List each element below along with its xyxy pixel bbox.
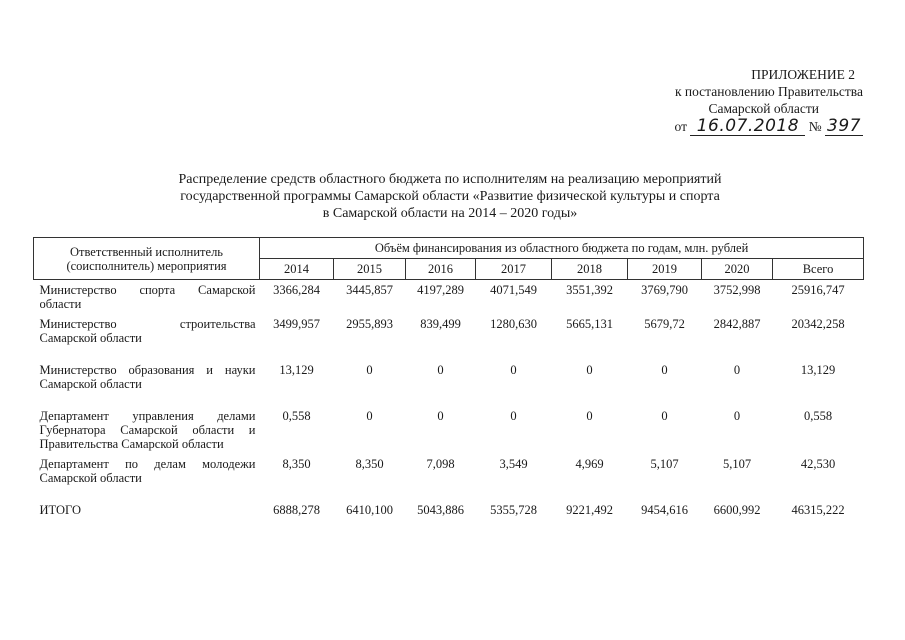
total-cell: 5355,728 bbox=[490, 503, 537, 517]
header-executor: Ответственный исполнитель (соисполнитель) мероприятия bbox=[34, 238, 260, 280]
executor-name: Департамент управления делами Губернатора Самарской области и Правительства Самарской области bbox=[39, 409, 256, 451]
appendix-title: ПРИЛОЖЕНИЕ 2 bbox=[751, 67, 855, 82]
grand-total-cell: 46315,222 bbox=[791, 503, 845, 517]
table-cell: 2955,893 bbox=[346, 317, 393, 331]
title-line-1: Распределение средств областного бюджета по исполнителям на реализацию мероприятий bbox=[178, 172, 722, 187]
year-header: 2017 bbox=[476, 259, 552, 280]
table-cell: 0 bbox=[437, 409, 444, 423]
executor-name: Департамент по делам молодежи Самарской области bbox=[39, 457, 256, 485]
total-cell: 6888,278 bbox=[273, 503, 320, 517]
table-header-row bbox=[34, 238, 864, 259]
table-cell: 1280,630 bbox=[490, 317, 537, 331]
table-cell: 3752,998 bbox=[713, 283, 761, 297]
budget-table bbox=[33, 237, 864, 532]
table-row bbox=[34, 314, 864, 360]
table-row bbox=[34, 280, 864, 315]
appendix-date-line bbox=[675, 118, 864, 136]
table-cell: 5665,131 bbox=[566, 317, 613, 331]
table-cell: 0 bbox=[733, 409, 741, 423]
table-cell: 3499,957 bbox=[273, 317, 320, 331]
table-cell: 5679,72 bbox=[644, 317, 685, 331]
table-cell: 13,129 bbox=[279, 363, 314, 377]
table-cell: 2842,887 bbox=[713, 317, 761, 331]
appendix-block bbox=[675, 66, 864, 136]
table-cell: 0 bbox=[510, 363, 517, 377]
table-cell: 0 bbox=[366, 363, 373, 377]
total-cell: 9454,616 bbox=[641, 503, 688, 517]
table-cell: 3,549 bbox=[499, 457, 528, 471]
table-cell: 0 bbox=[366, 409, 373, 423]
table-cell: 0 bbox=[733, 363, 741, 377]
table-cell: 0 bbox=[586, 363, 593, 377]
table-cell: 8,350 bbox=[355, 457, 384, 471]
table-row bbox=[34, 406, 864, 454]
table-cell: 0 bbox=[586, 409, 593, 423]
table-cell: 0 bbox=[437, 363, 444, 377]
table-cell: 3366,284 bbox=[273, 283, 320, 297]
year-header: 2018 bbox=[552, 259, 628, 280]
table-cell: 0,558 bbox=[282, 409, 311, 423]
appendix-region-line: Самарской области bbox=[708, 101, 819, 116]
total-cell: 5043,886 bbox=[417, 503, 464, 517]
document-title bbox=[110, 171, 790, 222]
title-line-3: в Самарской области на 2014 – 2020 годы» bbox=[322, 206, 578, 221]
executor-name: Министерство образования и науки Самарской области bbox=[39, 363, 256, 391]
year-header: 2016 bbox=[406, 259, 476, 280]
executor-name: Министерство спорта Самарской области bbox=[39, 283, 256, 311]
handwritten-number: 397 bbox=[825, 118, 863, 136]
table-cell: 839,499 bbox=[420, 317, 461, 331]
table-cell-total: 25916,747 bbox=[791, 283, 845, 297]
total-label: ИТОГО bbox=[39, 503, 81, 517]
table-cell-total: 20342,258 bbox=[791, 317, 845, 331]
table-cell: 7,098 bbox=[426, 457, 455, 471]
number-prefix: № bbox=[808, 119, 822, 134]
date-prefix: от bbox=[674, 119, 687, 134]
table-cell: 0 bbox=[661, 409, 668, 423]
table-cell: 0 bbox=[661, 363, 668, 377]
year-header: 2015 bbox=[334, 259, 406, 280]
handwritten-date: 16.07.2018 bbox=[690, 118, 805, 136]
table-row bbox=[34, 360, 864, 406]
total-cell: 6410,100 bbox=[346, 503, 393, 517]
appendix-resolution-line: к постановлению Правительства bbox=[674, 84, 863, 99]
total-cell: 6600,992 bbox=[713, 503, 761, 517]
table-cell: 3551,392 bbox=[566, 283, 613, 297]
year-header: 2019 bbox=[628, 259, 702, 280]
title-line-2: государственной программы Самарской области «Развитие физической культуры и спорта bbox=[180, 189, 720, 204]
table-cell: 8,350 bbox=[282, 457, 311, 471]
total-row bbox=[34, 500, 864, 532]
header-funding: Объём финансирования из областного бюджета по годам, млн. рублей bbox=[260, 238, 864, 259]
year-header: 2020 bbox=[702, 259, 773, 280]
table-cell: 4197,289 bbox=[417, 283, 464, 297]
executor-name: Министерство строительства Самарской области bbox=[39, 317, 256, 345]
total-cell: 9221,492 bbox=[566, 503, 613, 517]
year-header: 2014 bbox=[260, 259, 334, 280]
table-cell: 0 bbox=[510, 409, 517, 423]
table-cell: 3445,857 bbox=[346, 283, 393, 297]
table-cell: 5,107 bbox=[722, 457, 752, 471]
table-cell: 4071,549 bbox=[490, 283, 537, 297]
table-cell-total: 0,558 bbox=[803, 409, 833, 423]
total-header: Всего bbox=[773, 259, 864, 280]
table-cell: 5,107 bbox=[650, 457, 679, 471]
table-row bbox=[34, 454, 864, 500]
table-cell: 4,969 bbox=[575, 457, 604, 471]
table-cell-total: 13,129 bbox=[800, 363, 836, 377]
table-cell: 3769,790 bbox=[641, 283, 688, 297]
table-cell-total: 42,530 bbox=[800, 457, 836, 471]
